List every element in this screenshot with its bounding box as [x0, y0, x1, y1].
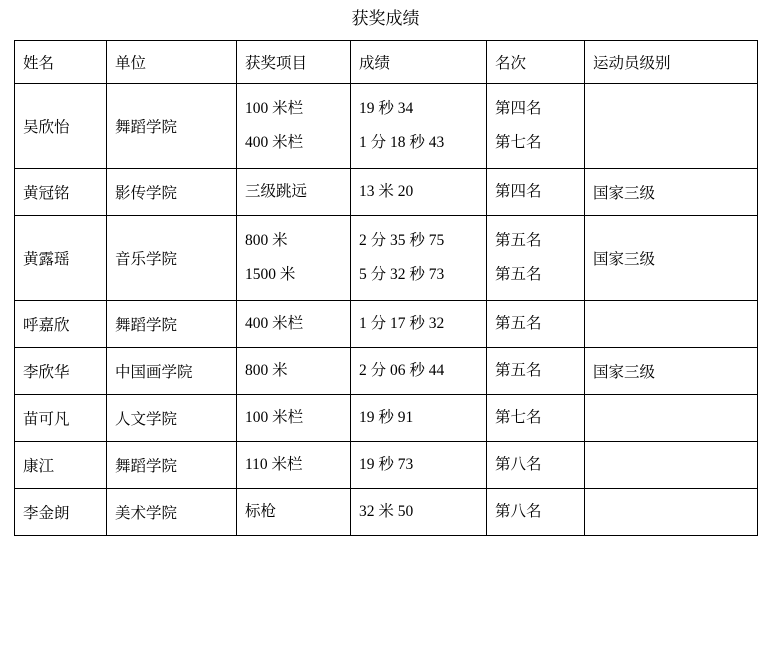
cell-name: 黄冠铭: [15, 169, 107, 216]
cell-event: 100 米栏: [237, 395, 351, 442]
table-header-row: [15, 41, 758, 84]
cell-name: 康江: [15, 442, 107, 489]
cell-rank: 第八名: [487, 489, 585, 536]
cell-name: 李金朗: [15, 489, 107, 536]
rank-line: 第七名: [495, 134, 542, 151]
table-row: [15, 348, 758, 395]
column-header-name: 姓名: [15, 41, 107, 84]
table-row: [15, 442, 758, 489]
table-row: [15, 395, 758, 442]
cell-rank: [487, 84, 585, 169]
table-container: [0, 40, 771, 536]
page-title: 获奖成绩: [351, 9, 420, 28]
column-header-result: 成绩: [351, 41, 487, 84]
cell-unit: 舞蹈学院: [107, 301, 237, 348]
result-line: 5 分 32 秒 73: [359, 266, 445, 283]
cell-unit: 人文学院: [107, 395, 237, 442]
table-row: [15, 84, 758, 169]
cell-level: [585, 395, 758, 442]
cell-result: 19 秒 91: [351, 395, 487, 442]
cell-unit: 影传学院: [107, 169, 237, 216]
event-line: 800 米: [245, 232, 288, 249]
cell-event: [237, 216, 351, 301]
event-line: 400 米栏: [245, 134, 304, 151]
cell-event: 110 米栏: [237, 442, 351, 489]
cell-event: 800 米: [237, 348, 351, 395]
cell-name: 黄露瑶: [15, 216, 107, 301]
rank-line: 第四名: [495, 100, 542, 117]
cell-level: 国家三级: [585, 169, 758, 216]
cell-result: 2 分 06 秒 44: [351, 348, 487, 395]
cell-level: [585, 84, 758, 169]
cell-rank: [487, 216, 585, 301]
cell-level: [585, 489, 758, 536]
cell-event: 三级跳远: [237, 169, 351, 216]
result-line: 1 分 18 秒 43: [359, 134, 445, 151]
cell-level: [585, 442, 758, 489]
cell-event: [237, 84, 351, 169]
cell-unit: 舞蹈学院: [107, 84, 237, 169]
cell-result: 32 米 50: [351, 489, 487, 536]
cell-result: 13 米 20: [351, 169, 487, 216]
column-header-event: 获奖项目: [237, 41, 351, 84]
cell-result: [351, 216, 487, 301]
cell-unit: 中国画学院: [107, 348, 237, 395]
cell-name: 李欣华: [15, 348, 107, 395]
cell-result: 19 秒 73: [351, 442, 487, 489]
award-results-table: [14, 40, 758, 536]
column-header-level: 运动员级别: [585, 41, 758, 84]
table-row: [15, 489, 758, 536]
rank-line: 第五名: [495, 232, 542, 249]
cell-level: 国家三级: [585, 216, 758, 301]
cell-rank: 第八名: [487, 442, 585, 489]
result-line: 2 分 35 秒 75: [359, 232, 445, 249]
cell-unit: 舞蹈学院: [107, 442, 237, 489]
cell-rank: 第五名: [487, 301, 585, 348]
cell-rank: 第七名: [487, 395, 585, 442]
cell-level: [585, 301, 758, 348]
result-line: 19 秒 34: [359, 100, 414, 117]
table-row: [15, 216, 758, 301]
event-line: 100 米栏: [245, 100, 304, 117]
rank-line: 第五名: [495, 266, 542, 283]
cell-rank: 第四名: [487, 169, 585, 216]
cell-name: 呼嘉欣: [15, 301, 107, 348]
cell-event: 标枪: [237, 489, 351, 536]
cell-name: 吴欣怡: [15, 84, 107, 169]
column-header-unit: 单位: [107, 41, 237, 84]
column-header-rank: 名次: [487, 41, 585, 84]
cell-unit: 音乐学院: [107, 216, 237, 301]
cell-unit: 美术学院: [107, 489, 237, 536]
cell-rank: 第五名: [487, 348, 585, 395]
table-row: [15, 301, 758, 348]
cell-level: 国家三级: [585, 348, 758, 395]
cell-name: 苗可凡: [15, 395, 107, 442]
cell-event: 400 米栏: [237, 301, 351, 348]
cell-result: [351, 84, 487, 169]
cell-result: 1 分 17 秒 32: [351, 301, 487, 348]
table-row: [15, 169, 758, 216]
event-line: 1500 米: [245, 266, 296, 283]
